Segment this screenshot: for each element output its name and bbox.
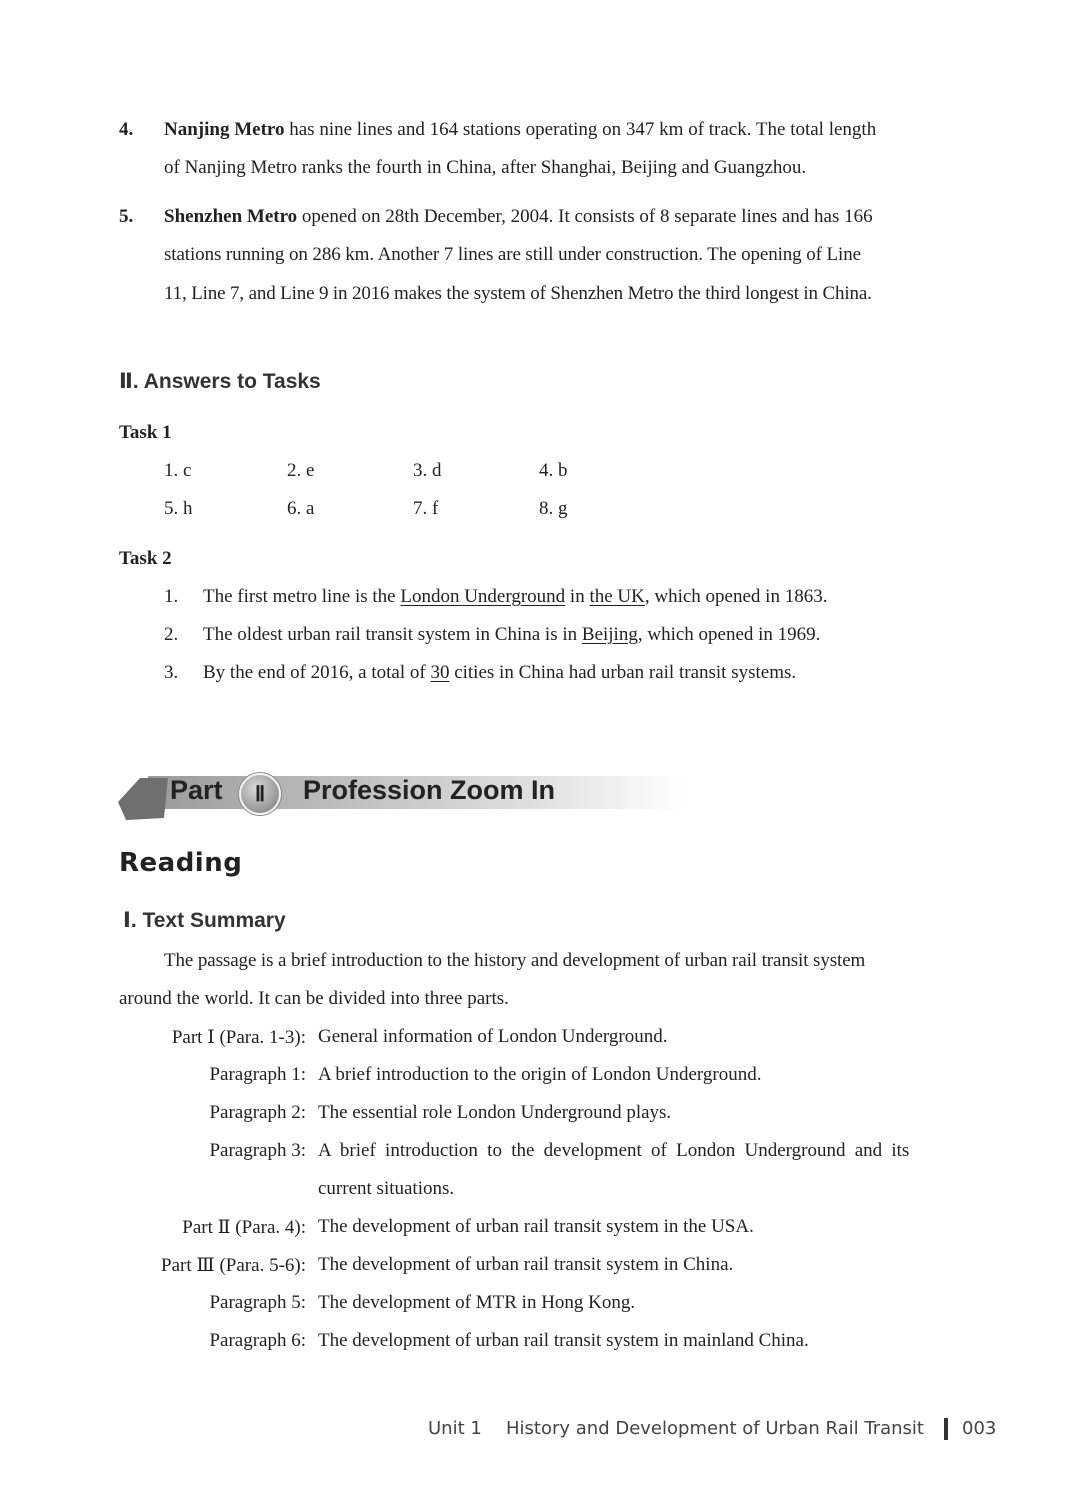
outline-text: The development of MTR in Hong Kong. <box>318 1292 636 1313</box>
item-bold-term: Nanjing Metro <box>164 119 285 140</box>
footer-divider <box>944 1418 948 1440</box>
answer: 7. f <box>413 498 439 519</box>
footer-title: History and Development of Urban Rail Transit <box>506 1418 924 1439</box>
item-line <box>164 206 873 228</box>
part-title: Profession Zoom In <box>303 775 556 805</box>
item-line <box>164 119 876 141</box>
outline-label: Part Ⅱ (Para. 4): <box>182 1217 306 1238</box>
outline-label: Paragraph 3: <box>209 1140 306 1161</box>
underlined-answer: London Underground <box>400 586 566 607</box>
text: The oldest urban rail transit system in China is in <box>203 624 582 645</box>
outline-text: current situations. <box>318 1178 455 1199</box>
item-text: stations running on 286 km. Another 7 lines are still under construction. The opening of Line <box>164 244 861 265</box>
summary-intro: around the world. It can be divided into three parts. <box>119 988 509 1009</box>
reading-heading: Reading <box>119 848 243 878</box>
task2-sentence <box>203 662 796 684</box>
part-label: Part <box>170 775 223 805</box>
summary-intro: The passage is a brief introduction to the history and development of urban rail transit system <box>164 950 866 971</box>
underlined-answer: 30 <box>430 662 450 683</box>
text: cities in China had urban rail transit systems. <box>449 662 797 683</box>
task2-number: 1. <box>164 586 179 607</box>
task2-number: 2. <box>164 624 179 645</box>
underlined-answer: the UK <box>589 586 645 607</box>
outline-text: The development of urban rail transit system in the USA. <box>318 1216 754 1237</box>
task2-number: 3. <box>164 662 179 683</box>
item-text: of Nanjing Metro ranks the fourth in China, after Shanghai, Beijing and Guangzhou. <box>164 157 807 178</box>
text: , which opened in 1969. <box>637 624 821 645</box>
outline-text: The development of urban rail transit system in China. <box>318 1254 734 1275</box>
outline-text: The essential role London Underground plays. <box>318 1102 672 1123</box>
underlined-answer: Beijing <box>581 624 638 645</box>
item-number: 4. <box>119 119 134 140</box>
footer-unit: Unit 1 <box>428 1418 482 1439</box>
summary-heading: Ⅰ. Text Summary <box>123 909 286 932</box>
text: By the end of 2016, a total of <box>203 662 431 683</box>
answer: 5. h <box>164 498 193 519</box>
text: , which opened in 1863. <box>644 586 828 607</box>
item-text: opened on 28th December, 2004. It consists of 8 separate lines and has 166 <box>297 206 873 227</box>
outline-label: Paragraph 5: <box>209 1292 306 1313</box>
answer: 2. e <box>287 460 315 481</box>
banner-pentagon-icon <box>118 772 178 820</box>
text: The first metro line is the <box>203 586 401 607</box>
page-number: 003 <box>962 1418 997 1439</box>
text: in <box>565 586 590 607</box>
outline-label: Part Ⅰ (Para. 1-3): <box>171 1027 306 1048</box>
outline-text: A brief introduction to the origin of London Underground. <box>318 1064 762 1085</box>
item-text: has nine lines and 164 stations operating on 347 km of track. The total length <box>284 119 877 140</box>
answer: 6. a <box>287 498 315 519</box>
part-banner <box>118 772 688 820</box>
answer: 4. b <box>539 460 568 481</box>
outline-text: General information of London Underground. <box>318 1026 668 1047</box>
part-numeral-badge: Ⅱ <box>239 773 281 815</box>
outline-label: Part Ⅲ (Para. 5-6): <box>161 1255 306 1276</box>
task2-sentence <box>203 586 827 608</box>
outline-label: Paragraph 1: <box>209 1064 306 1085</box>
outline-label: Paragraph 2: <box>209 1102 306 1123</box>
answer: 3. d <box>413 460 442 481</box>
item-bold-term: Shenzhen Metro <box>164 206 298 227</box>
outline-text: The development of urban rail transit system in mainland China. <box>318 1330 809 1351</box>
answer: 1. c <box>164 460 192 481</box>
outline-text: A brief introduction to the development of London Underground and its <box>318 1140 910 1161</box>
item-text: 11, Line 7, and Line 9 in 2016 makes the system of Shenzhen Metro the third longest in China. <box>164 283 872 304</box>
answer: 8. g <box>539 498 568 519</box>
answers-heading: Ⅱ. Answers to Tasks <box>119 370 321 393</box>
outline-label: Paragraph 6: <box>209 1330 306 1351</box>
task2-heading: Task 2 <box>119 548 172 569</box>
item-number: 5. <box>119 206 134 227</box>
task1-heading: Task 1 <box>119 422 172 443</box>
task2-sentence <box>203 624 820 646</box>
